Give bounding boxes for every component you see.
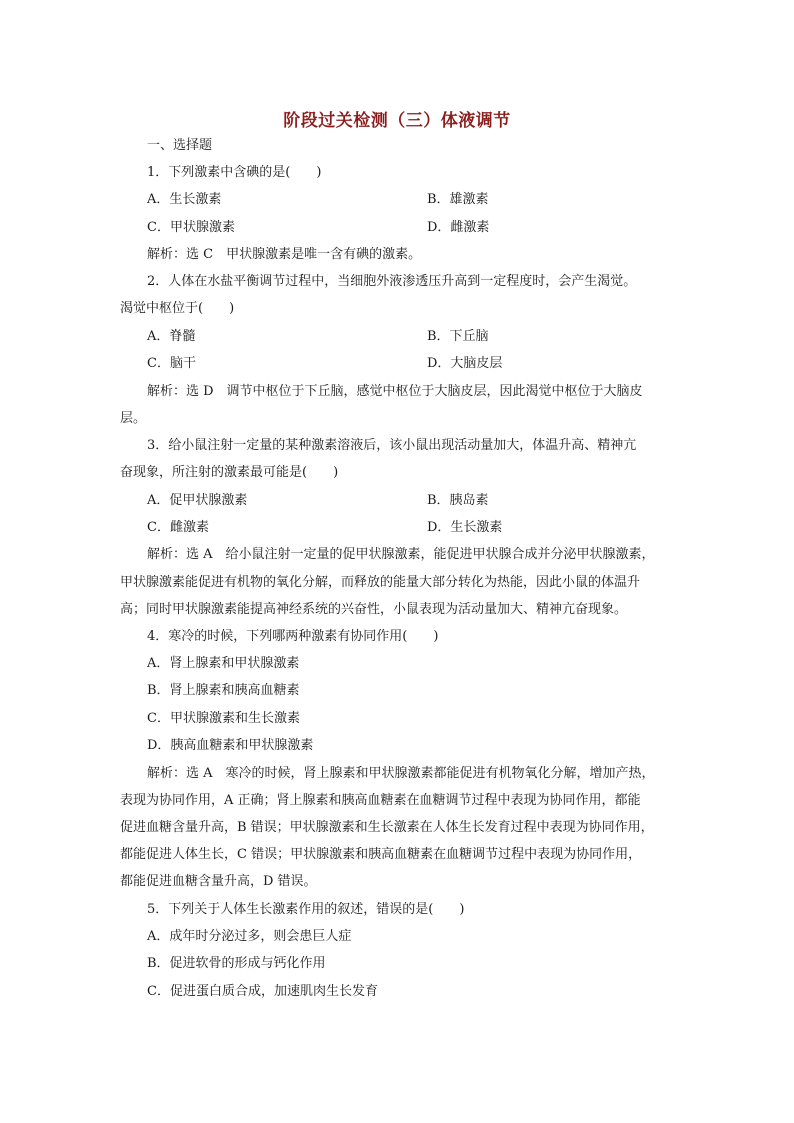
page-title: 阶段过关检测（三）体液调节 [283, 111, 511, 131]
question-4-analysis-line-5: 都能促进血糖含量升高，D 错误。 [120, 874, 317, 889]
question-3-stem-continued: 奋现象，所注射的激素最可能是( ) [120, 465, 339, 480]
question-4-analysis-line-3: 促进血糖含量升高，B 错误；甲状腺激素和生长激素在人体生长发育过程中表现为协同作用， [120, 820, 654, 835]
question-5-stem: 5．下列关于人体生长激素作用的叙述，错误的是( ) [147, 902, 465, 917]
question-3-analysis-line-2: 甲状腺激素能促进有机物的氧化分解，而释放的能量大部分转化为热能，因此小鼠的体温升 [120, 575, 641, 590]
question-4-option-d: D．胰高血糖素和甲状腺激素 [147, 738, 314, 753]
question-1-stem: 1．下列激素中含碘的是( ) [147, 165, 322, 180]
question-4-option-b: B．肾上腺素和胰高血糖素 [147, 683, 300, 698]
question-5-option-a: A．成年时分泌过多，则会患巨人症 [147, 929, 352, 944]
question-2-option-c: C．脑干 [147, 356, 196, 371]
question-4-analysis-line-2: 表现为协同作用，A 正确；肾上腺素和胰高血糖素在血糖调节过程中表现为协同作用，都能 [120, 793, 641, 808]
question-2-analysis: 解析：选 D 调节中枢位于下丘脑，感觉中枢位于大脑皮层，因此渴觉中枢位于大脑皮 [147, 384, 643, 399]
question-1-option-b: B．雄激素 [427, 192, 489, 207]
question-3-option-c: C．雌激素 [147, 520, 209, 535]
question-4-analysis: 解析：选 A 寒冷的时候，肾上腺素和甲状腺激素都能促进有机物氧化分解，增加产热， [147, 766, 655, 781]
question-2-option-a: A．脊髓 [147, 329, 196, 344]
question-5-option-c: C．促进蛋白质合成，加速肌肉生长发育 [147, 984, 378, 999]
question-3-option-b: B．胰岛素 [427, 493, 489, 508]
question-3-option-a: A．促甲状腺激素 [147, 493, 248, 508]
question-3-option-d: D．生长激素 [427, 520, 503, 535]
question-2-option-b: B．下丘脑 [427, 329, 489, 344]
question-4-stem: 4．寒冷的时候，下列哪两种激素有协同作用( ) [147, 629, 439, 644]
question-1-option-d: D．雌激素 [427, 220, 490, 235]
question-5-option-b: B．促进软骨的形成与钙化作用 [147, 956, 326, 971]
question-2-stem: 2．人体在水盐平衡调节过程中，当细胞外液渗透压升高到一定程度时，会产生渴觉。 [147, 274, 637, 289]
question-2-analysis-continued: 层。 [120, 411, 147, 426]
question-3-analysis-line-3: 高；同时甲状腺激素能提高神经系统的兴奋性，小鼠表现为活动量加大、精神亢奋现象。 [120, 602, 628, 617]
question-3-stem: 3．给小鼠注射一定量的某种激素溶液后，该小鼠出现活动量加大，体温升高、精神亢 [147, 438, 637, 453]
question-2-option-d: D．大脑皮层 [427, 356, 503, 371]
question-1-option-a: A．生长激素 [147, 192, 222, 207]
question-2-stem-continued: 渴觉中枢位于( ) [120, 301, 235, 316]
question-4-option-a: A．肾上腺素和甲状腺激素 [147, 656, 300, 671]
question-3-analysis: 解析：选 A 给小鼠注射一定量的促甲状腺激素，能促进甲状腺合成并分泌甲状腺激素， [147, 547, 655, 562]
question-1-analysis: 解析：选 C 甲状腺激素是唯一含有碘的激素。 [147, 247, 422, 262]
question-4-option-c: C．甲状腺激素和生长激素 [147, 711, 300, 726]
question-4-analysis-line-4: 都能促进人体生长，C 错误；甲状腺激素和胰高血糖素在血糖调节过程中表现为协同作用， [120, 847, 642, 862]
section-heading: 一、选择题 [147, 138, 213, 153]
question-1-option-c: C．甲状腺激素 [147, 220, 235, 235]
